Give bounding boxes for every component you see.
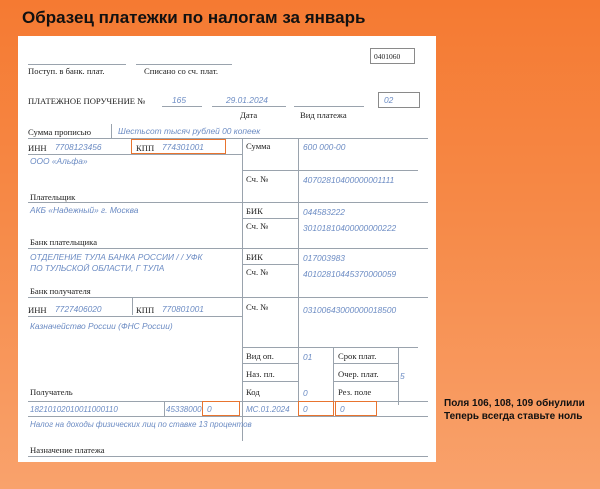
payee-corr-account: 40102810445370000059 xyxy=(303,269,397,279)
term-line xyxy=(333,363,398,364)
payer-label: Плательщик xyxy=(30,192,76,202)
amount-words-value: Шестьсот тысяч рублей 00 копеек xyxy=(118,126,261,136)
payee-bik-label: БИК xyxy=(246,252,263,262)
kbk-divider xyxy=(164,401,165,416)
payer-bik-line xyxy=(242,218,298,219)
payer-name: ООО «Альфа» xyxy=(30,156,88,166)
code-label: Код xyxy=(246,387,260,397)
op-type-label: Вид оп. xyxy=(246,351,274,361)
inn-line xyxy=(28,154,242,155)
field-108-value: 0 xyxy=(303,404,308,414)
payer-corr-account: 30101810400000000222 xyxy=(303,223,397,233)
code-value: 0 xyxy=(303,388,308,398)
order-date: 29.01.2024 xyxy=(226,95,268,105)
date-line xyxy=(212,106,286,107)
amount-words-line xyxy=(28,138,428,139)
purpose-text: Налог на доходы физических лиц по ставке 13 процентов xyxy=(30,420,252,429)
received-line xyxy=(28,64,126,65)
payee-inn-line xyxy=(28,316,242,317)
purpose-code-line xyxy=(242,381,298,382)
payee-inn-label: ИНН xyxy=(28,305,47,315)
payee-bik-line xyxy=(242,264,298,265)
priority-line xyxy=(333,381,398,382)
oktmo-value: 45338000 xyxy=(166,405,202,414)
payee-inn-kpp-divider xyxy=(132,297,133,315)
payee-kpp: 770801001 xyxy=(162,304,204,314)
payee-kpp-label: КПП xyxy=(136,305,155,315)
payee-inn: 7727406020 xyxy=(55,304,102,314)
sum-line xyxy=(242,170,418,171)
order-label: ПЛАТЕЖНОЕ ПОРУЧЕНИЕ № xyxy=(28,96,146,106)
amount-words-label: Сумма прописью xyxy=(28,127,92,137)
okud-code: 0401060 xyxy=(374,52,401,61)
payment-order-form xyxy=(18,36,436,462)
sum-label: Сумма xyxy=(246,141,271,151)
payer-kpp: 774301001 xyxy=(162,142,204,152)
kpp-highlight xyxy=(131,139,226,154)
grid-vertical-4 xyxy=(398,347,399,405)
kbk-value: 18210102010011000110 xyxy=(30,405,118,414)
amount-words-divider xyxy=(111,124,112,138)
order-priority-label: Очер. плат. xyxy=(338,369,379,379)
payer-bank-line xyxy=(28,248,428,249)
purpose-line xyxy=(28,456,428,457)
payer-account-label: Сч. № xyxy=(246,174,269,184)
payer-section-line xyxy=(28,202,428,203)
grid-vertical-1 xyxy=(242,138,243,441)
payer-bank-label: Банк плательщика xyxy=(30,237,98,247)
term-label: Срок плат. xyxy=(338,351,377,361)
payee-corr-label: Сч. № xyxy=(246,267,269,277)
op-type-value: 01 xyxy=(303,352,313,362)
payer-account: 40702810400000001111 xyxy=(303,175,395,185)
order-priority-value: 5 xyxy=(400,371,405,381)
note-line-1: Поля 106, 108, 109 обнулили xyxy=(444,398,585,409)
purpose-code-label: Наз. пл. xyxy=(246,369,275,379)
note xyxy=(444,397,585,423)
status-code: 02 xyxy=(384,95,394,105)
payee-bank-line-2: ПО ТУЛЬСКОЙ ОБЛАСТИ, Г ТУЛА xyxy=(30,263,165,273)
payee-bik: 017003983 xyxy=(303,253,345,263)
payee-account-label: Сч. № xyxy=(246,302,269,312)
payee-account: 03100643000000018500 xyxy=(303,305,397,315)
sum-value: 600 000-00 xyxy=(303,142,346,152)
payee-bank-label: Банк получателя xyxy=(30,286,91,296)
date-label: Дата xyxy=(240,110,258,120)
tax-fields-line xyxy=(28,416,428,417)
order-number-line xyxy=(162,106,202,107)
payer-inn-label: ИНН xyxy=(28,143,47,153)
debited-line xyxy=(136,64,232,65)
purpose-label: Назначение платежа xyxy=(30,445,105,455)
op-type-line xyxy=(242,363,298,364)
payee-bank-line-1: ОТДЕЛЕНИЕ ТУЛА БАНКА РОССИИ / / УФК xyxy=(30,252,203,262)
grid-vertical-3 xyxy=(333,347,334,405)
pay-type-line xyxy=(294,106,364,107)
payee-label: Получатель xyxy=(30,387,73,397)
payer-bik: 044583222 xyxy=(303,207,345,217)
note-line-2: Теперь всегда ставьте ноль xyxy=(444,411,583,422)
payer-kpp-label: КПП xyxy=(136,143,155,153)
field-109-value: 0 xyxy=(340,404,345,414)
page-title: Образец платежки по налогам за январь xyxy=(22,8,366,27)
field-106-value: 0 xyxy=(207,404,212,414)
period-value: МС.01.2024 xyxy=(246,405,290,414)
payer-bik-label: БИК xyxy=(246,206,263,216)
debited-label: Списано со сч. плат. xyxy=(144,66,218,76)
payer-corr-label: Сч. № xyxy=(246,221,269,231)
payee-bank-line xyxy=(28,297,428,298)
pay-type-label: Вид платежа xyxy=(300,110,347,120)
payer-inn: 7708123456 xyxy=(55,142,102,152)
reserve-label: Рез. поле xyxy=(338,387,372,397)
received-label: Поступ. в банк. плат. xyxy=(28,66,105,76)
payer-bank: АКБ «Надежный» г. Москва xyxy=(30,205,139,215)
order-number: 165 xyxy=(172,95,186,105)
grid-vertical-2 xyxy=(298,138,299,405)
payee-name: Казначейство России (ФНС России) xyxy=(30,321,173,331)
codes-top-line xyxy=(242,347,418,348)
